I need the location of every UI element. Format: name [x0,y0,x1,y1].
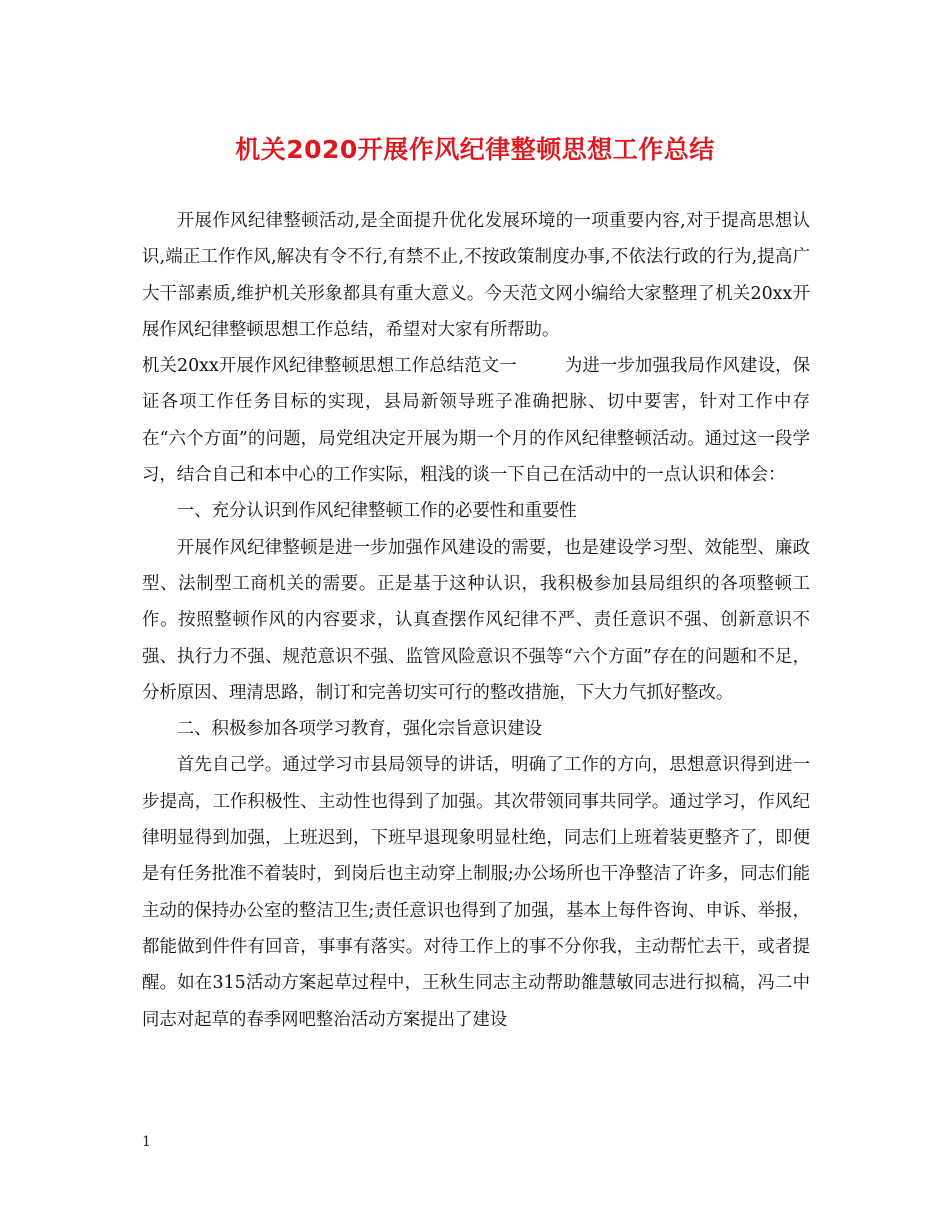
section1-heading: 一、充分认识到作风纪律整顿工作的必要性和重要性 [176,501,577,522]
sample-paragraph [142,348,810,493]
document-body [142,203,810,1038]
page-number: 1 [142,1134,151,1150]
document-title: 机关2020开展作风纪律整顿思想工作总结 [235,135,715,164]
section1-paragraph: 开展作风纪律整顿是进一步加强作风建设的需要，也是建设学习型、效能型、廉政型、法制型工商机关的需要。正是基于这种认识，我积极参加县局组织的各项整顿工作。按照整顿作风的内容要求，认真查摆作风纪律不严、责任意识不强、创新意识不强、执行力不强、规范意识不强、监管风险意识不强等“六个方面”存在的问题和不足，分析原因、理清思路，制订和完善切实可行的整改措施，下大力气抓好整改。 [142,537,810,703]
intro-paragraph: 开展作风纪律整顿活动,是全面提升优化发展环境的一项重要内容,对于提高思想认识,端正工作作风,解决有令不行,有禁不止,不按政策制度办事,不依法行政的行为,提高广大干部素质,维护机关形象都具有重大意义。今天范文网小编给大家整理了机关20xx开展作风纪律整顿思想工作总结，希望对大家有所帮助。 [142,211,810,340]
sample-heading: 机关20xx开展作风纪律整顿思想工作总结范文一 [142,356,517,377]
section2-paragraph: 首先自己学。通过学习市县局领导的讲话，明确了工作的方向，思想意识得到进一步提高，工作积极性、主动性也得到了加强。其次带领同事共同学。通过学习，作风纪律明显得到加强，上班迟到，下班早退现象明显杜绝，同志们上班着装更整齐了，即便是有任务批准不着装时，到岗后也主动穿上制服;办公场所也干净整洁了许多，同志们能主动的保持办公室的整洁卫生;责任意识也得到了加强，基本上每件咨询、申诉、举报，都能做到件件有回音，事事有落实。对待工作上的事不分你我，主动帮忙去干，或者提醒。如在315活动方案起草过程中，王秋生同志主动帮助雒慧敏同志进行拟稿，冯二中同志对起草的春季网吧整治活动方案提出了建设 [142,755,810,1030]
section2-heading: 二、积极参加各项学习教育，强化宗旨意识建设 [176,719,543,740]
sample-opening: 为进一步加强我局作风建设，保证各项工作任务目标的实现，县局新领导班子准确把脉、切中要害，针对工作中存在“六个方面”的问题，局党组决定开展为期一个月的作风纪律整顿活动。通过这一段学习，结合自己和本中心的工作实际，粗浅的谈一下自己在活动中的一点认识和体会： [142,356,810,486]
